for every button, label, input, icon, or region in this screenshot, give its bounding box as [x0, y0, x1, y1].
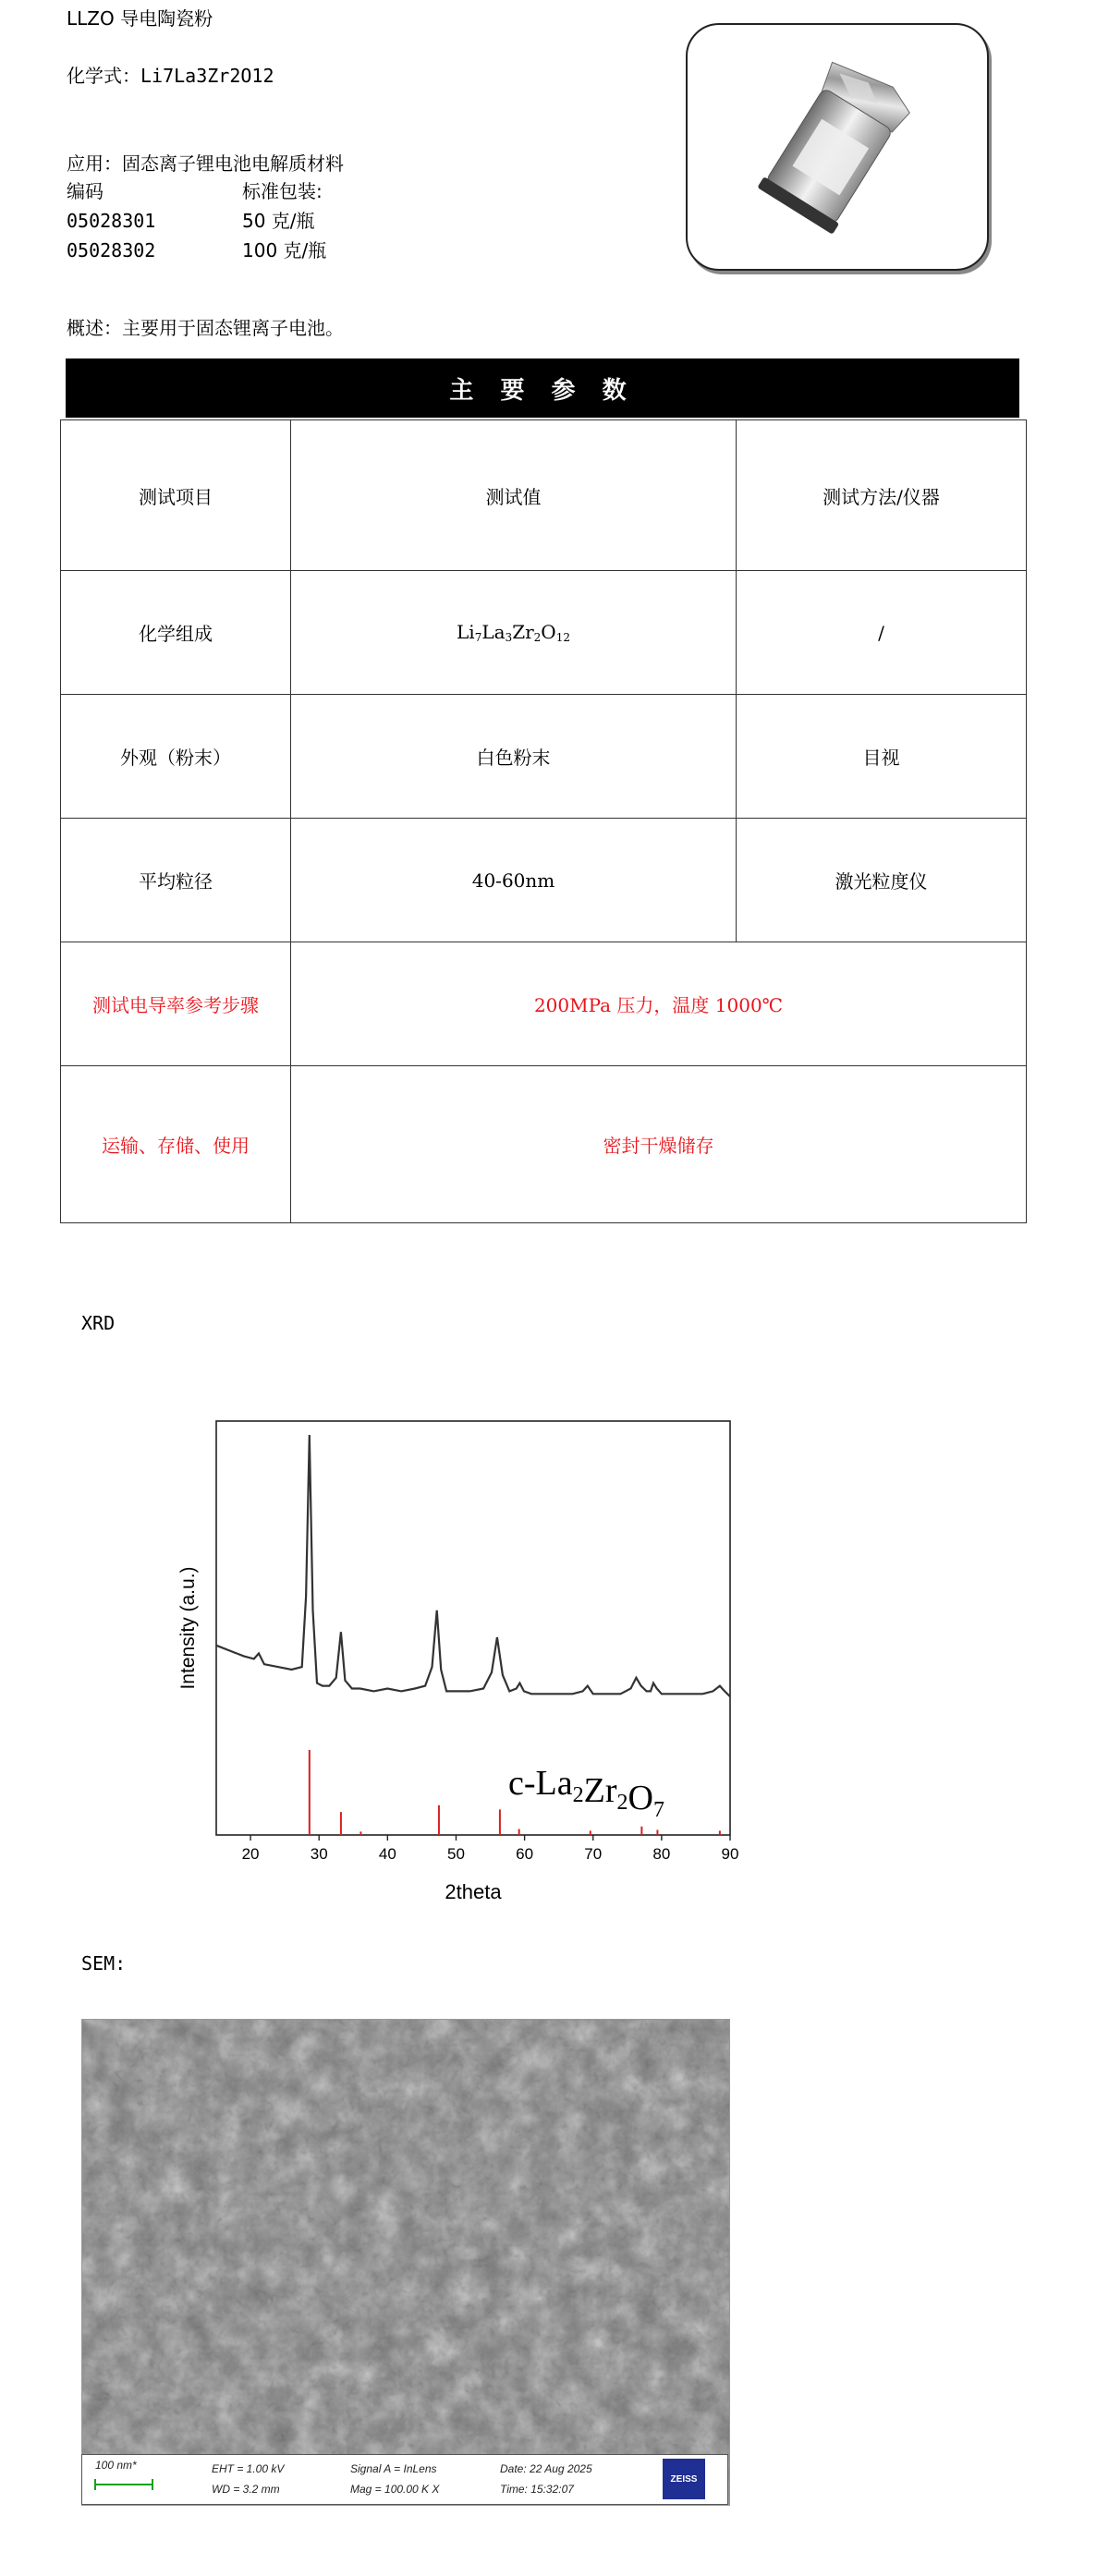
xrd-y-axis-label: Intensity (a.u.) [177, 1566, 199, 1690]
package-1: 50 克/瓶 [242, 210, 315, 232]
sem-time: Time: 15:32:07 [500, 2483, 574, 2496]
row-item: 平均粒径 [61, 819, 291, 942]
formula-value: Li7La3Zr2O12 [140, 65, 274, 87]
sem-date: Date: 22 Aug 2025 [500, 2462, 592, 2475]
xrd-x-ticks [242, 1835, 739, 1863]
row-value: 白色粉末 [291, 695, 737, 819]
xrd-plot-frame [216, 1421, 730, 1835]
formula-label: 化学式： [67, 65, 140, 87]
params-banner: 主 要 参 数 [66, 358, 1019, 418]
table-row [61, 695, 1027, 819]
application-text: 应用：固态离子锂电池电解质材料 [67, 152, 344, 175]
sem-eht: EHT = 1.00 kV [212, 2462, 285, 2475]
code-header: 编码 [67, 180, 104, 202]
chemical-formula-cell [291, 571, 737, 695]
row-value: 40-60nm [291, 819, 737, 942]
code-1: 05028301 [67, 210, 156, 232]
table-row [61, 571, 1027, 695]
table-header-row [61, 420, 1027, 571]
product-name: LLZO 导电陶瓷粉 [67, 7, 213, 30]
sem-scale-label: 100 nm* [95, 2459, 137, 2472]
xrd-x-tick-label: 50 [447, 1845, 465, 1863]
table-row [61, 819, 1027, 942]
row-method: 激光粒度仪 [737, 819, 1027, 942]
row-method: 目视 [737, 695, 1027, 819]
package-2: 100 克/瓶 [242, 239, 327, 261]
xrd-section-label: XRD [81, 1312, 116, 1334]
row-item: 测试电导率参考步骤 [61, 942, 291, 1066]
xrd-x-tick-label: 20 [241, 1845, 260, 1863]
xrd-x-tick-label: 60 [516, 1845, 534, 1863]
sem-mag: Mag = 100.00 K X [350, 2483, 440, 2496]
product-photo [686, 23, 989, 271]
sem-wd: WD = 3.2 mm [212, 2483, 280, 2496]
header-value: 测试值 [291, 420, 737, 571]
scale-bar-icon [93, 2477, 154, 2492]
product-bottle-image [688, 25, 987, 269]
row-value: 密封干燥储存 [291, 1066, 1027, 1223]
sem-info-bar [81, 2454, 728, 2505]
sem-image [81, 2019, 730, 2506]
header-item: 测试项目 [61, 420, 291, 571]
row-item: 外观（粉末） [61, 695, 291, 819]
code-2: 05028302 [67, 239, 156, 261]
sem-section-label: SEM: [81, 1952, 127, 1975]
row-item: 化学组成 [61, 571, 291, 695]
xrd-x-tick-label: 80 [652, 1845, 671, 1863]
package-header: 标准包装: [242, 180, 323, 202]
xrd-x-tick-label: 90 [721, 1845, 739, 1863]
sem-signal: Signal A = InLens [350, 2462, 437, 2475]
xrd-x-axis-label: 2theta [445, 1880, 502, 1903]
xrd-chart [148, 1391, 758, 1908]
params-table [60, 419, 1027, 1223]
row-value: 200MPa 压力，温度 1000℃ [291, 942, 1027, 1066]
xrd-x-tick-label: 30 [310, 1845, 328, 1863]
table-row [61, 1066, 1027, 1223]
zeiss-logo-icon: ZEISS [663, 2459, 705, 2499]
table-row [61, 942, 1027, 1066]
summary-text: 概述：主要用于固态锂离子电池。 [67, 317, 344, 339]
chemical-formula: $Li_7La_3Zr_2O_{12}$ [457, 621, 570, 644]
xrd-x-tick-label: 40 [378, 1845, 396, 1863]
row-method: / [737, 571, 1027, 695]
sem-micrograph [82, 2020, 729, 2505]
row-item: 运输、存储、使用 [61, 1066, 291, 1223]
header-method: 测试方法/仪器 [737, 420, 1027, 571]
formula-line [67, 67, 274, 85]
xrd-reference-label: $c-La_2Zr_2O_7$ [508, 1764, 664, 1822]
xrd-x-tick-label: 70 [584, 1845, 603, 1863]
